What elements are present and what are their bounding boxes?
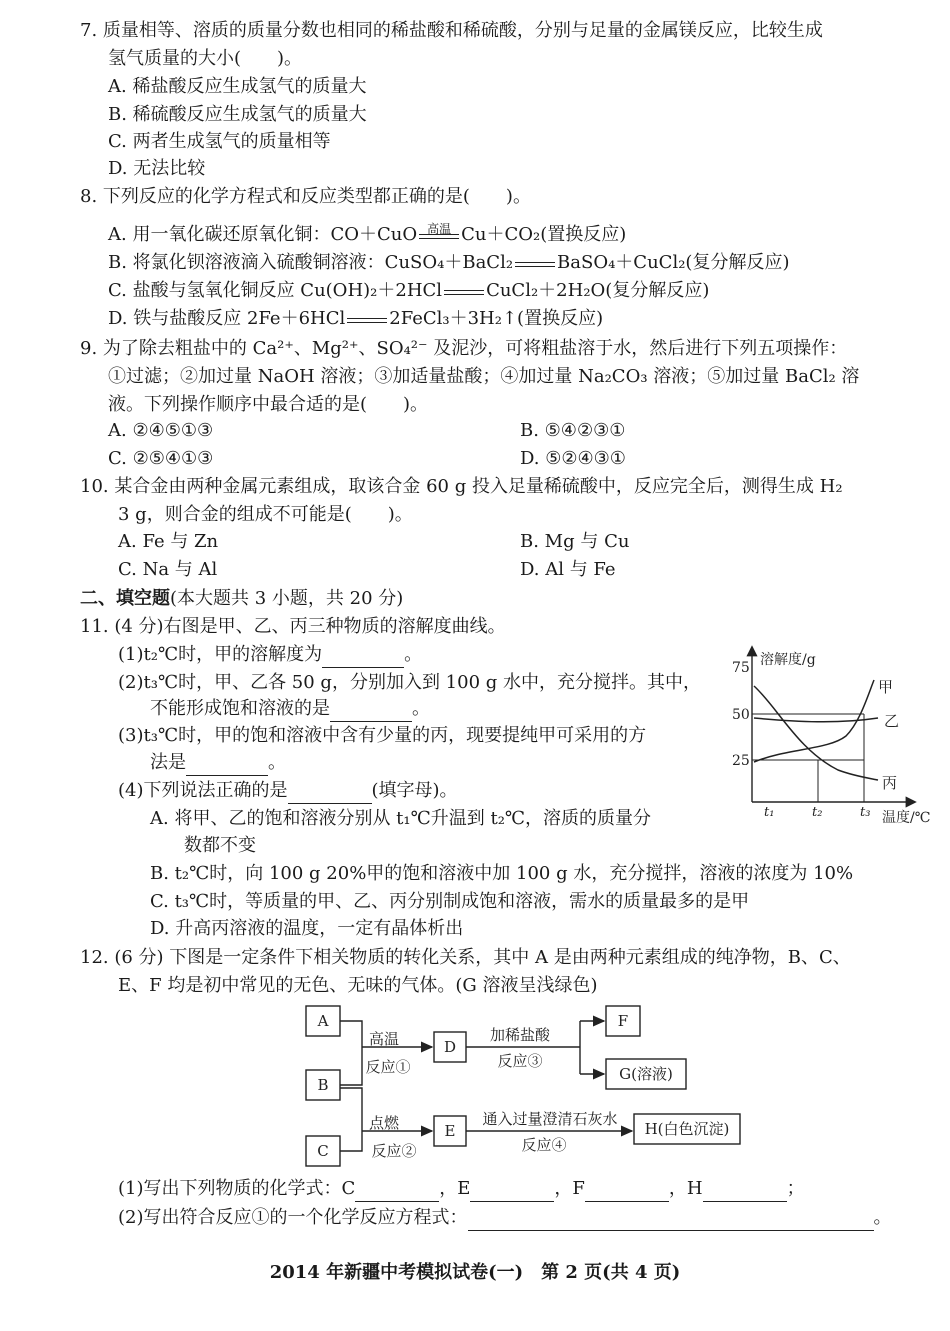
- q11-part1: [118, 642, 422, 668]
- q12-part1: [118, 1176, 805, 1202]
- label-g: G(溶液): [619, 1065, 673, 1083]
- q8-option-b: [108, 250, 789, 276]
- q11-p1-end: 。: [404, 644, 423, 665]
- q7-stem-cont: 氢气质量的大小( )。: [108, 48, 303, 69]
- transformation-diagram: [290, 998, 760, 1170]
- q12-part2: [118, 1205, 892, 1231]
- y-tick-50: 50: [732, 707, 750, 723]
- answer-blank-equation[interactable]: [468, 1210, 874, 1231]
- q9-option-c: C. ②⑤④①③: [108, 448, 214, 469]
- q11-stem: 11. (4 分)右图是甲、乙、丙三种物质的溶解度曲线。: [80, 616, 506, 637]
- x-tick-t3: t₃: [860, 805, 871, 820]
- condition-label: 高温: [427, 222, 452, 236]
- q12-p1-e: ，E: [439, 1178, 471, 1199]
- q9-option-a: A. ②④⑤①③: [108, 420, 214, 441]
- x-tick-t1: t₁: [764, 805, 775, 820]
- section-note: (本大题共 3 小题，共 20 分): [170, 588, 404, 609]
- q12-p1-h: ，H: [668, 1178, 703, 1199]
- series-label-bing: 丙: [882, 774, 898, 792]
- q11-part3-cont: [150, 750, 286, 776]
- label-a: A: [317, 1012, 329, 1030]
- label-e: E: [444, 1122, 456, 1140]
- q7-stem: 7. 质量相等、溶质的质量分数也相同的稀盐酸和稀硫酸，分别与足量的金属镁反应，比较生成: [80, 20, 823, 41]
- answer-blank[interactable]: [330, 701, 412, 722]
- q7-option-a: A. 稀盐酸反应生成氢气的质量大: [108, 76, 367, 97]
- q11-option-d: D. 升高丙溶液的温度，一定有晶体析出: [150, 918, 464, 939]
- q7-option-d: D. 无法比较: [108, 158, 206, 179]
- q10-option-b: B. Mg 与 Cu: [520, 531, 630, 552]
- double-line: [442, 278, 486, 304]
- q9-stem-cont: ①过滤；②加过量 NaOH 溶液；③加适量盐酸；④加过量 Na₂CO₃ 溶液；⑤加过量 BaCl₂ 溶: [108, 366, 860, 387]
- q8-d-left: D. 铁与盐酸反应 2Fe＋6HCl: [108, 308, 346, 329]
- q11-p4-end: (填字母)。: [371, 780, 458, 801]
- q10-stem-cont: 3 g，则合金的组成不可能是( )。: [118, 504, 413, 525]
- r4-name: 反应④: [521, 1136, 567, 1154]
- q12-p2-end: 。: [873, 1207, 892, 1228]
- page-footer: 2014 年新疆中考模拟试卷(一) 第 2 页(共 4 页): [269, 1262, 681, 1283]
- answer-blank-f[interactable]: [585, 1181, 669, 1202]
- x-axis-label: 温度/℃: [882, 810, 931, 826]
- r2-condition: 点燃: [368, 1114, 400, 1132]
- q9-option-d: D. ⑤②④③①: [520, 448, 626, 469]
- y-axis-label: 溶解度/g: [760, 652, 816, 668]
- section-heading: [80, 586, 403, 612]
- double-line: [513, 250, 557, 276]
- r3-condition: 加稀盐酸: [489, 1026, 551, 1044]
- section-title: 二、填空题: [80, 588, 170, 609]
- q8-b-right: BaSO₄＋CuCl₂(复分解反应): [557, 252, 790, 273]
- label-f: F: [617, 1012, 629, 1030]
- q10-option-d: D. Al 与 Fe: [520, 559, 616, 580]
- q11-p2-text: 不能形成饱和溶液的是: [150, 698, 330, 719]
- q12-stem-cont: E、F 均是初中常见的无色、无味的气体。(G 溶液呈浅绿色): [118, 975, 598, 996]
- r4-condition: 通入过量澄清石灰水: [482, 1110, 618, 1128]
- q11-part2: (2)t₃℃时，甲、乙各 50 g，分别加入到 100 g 水中，充分搅拌。其中，: [118, 672, 701, 693]
- q12-p2-text: (2)写出符合反应①的一个化学反应方程式：: [118, 1207, 468, 1228]
- q10-stem: 10. 某合金由两种金属元素组成，取该合金 60 g 投入足量稀硫酸中，反应完全后，测得生成 H₂: [80, 476, 843, 497]
- q10-option-c: C. Na 与 Al: [118, 559, 218, 580]
- curve-bing: [754, 686, 878, 780]
- q11-part3: (3)t₃℃时，甲的饱和溶液中含有少量的丙，现要提纯甲可采用的方: [118, 725, 647, 746]
- answer-blank[interactable]: [186, 755, 268, 776]
- q11-p1-text: (1)t₂℃时，甲的溶解度为: [118, 644, 323, 665]
- answer-blank[interactable]: [322, 647, 404, 668]
- q8-d-right: 2FeCl₃＋3H₂↑(置换反应): [389, 308, 604, 329]
- q12-p1-end: ；: [786, 1178, 805, 1199]
- x-tick-t2: t₂: [812, 805, 823, 820]
- r1-name: 反应①: [365, 1058, 411, 1076]
- answer-blank-e[interactable]: [470, 1181, 554, 1202]
- label-d: D: [443, 1038, 457, 1056]
- curve-yi: [754, 718, 878, 722]
- q9-option-b: B. ⑤④②③①: [520, 420, 626, 441]
- q11-part4: [118, 778, 458, 804]
- r2-name: 反应②: [371, 1142, 417, 1160]
- q8-a-left: A. 用一氧化碳还原氧化铜：CO＋CuO: [108, 224, 418, 245]
- answer-blank-h[interactable]: [703, 1181, 787, 1202]
- q8-c-right: CuCl₂＋2H₂O(复分解反应): [486, 280, 710, 301]
- label-c: C: [317, 1142, 329, 1160]
- r3-name: 反应③: [497, 1052, 543, 1070]
- q11-part2-cont: [150, 696, 430, 722]
- q11-p3-end: 。: [268, 752, 286, 773]
- q8-stem: 8. 下列反应的化学方程式和反应类型都正确的是( )。: [80, 186, 531, 207]
- q11-option-a-cont: 数都不变: [184, 835, 256, 856]
- q10-option-a: A. Fe 与 Zn: [118, 531, 219, 552]
- r1-condition: 高温: [368, 1030, 400, 1048]
- q9-stem: 9. 为了除去粗盐中的 Ca²⁺、Mg²⁺、SO₄²⁻ 及泥沙，可将粗盐溶于水，然后进行下列五项操作：: [80, 338, 848, 359]
- label-h: H(白色沉淀): [644, 1120, 730, 1138]
- q11-option-c: C. t₃℃时，等质量的甲、乙、丙分别制成饱和溶液，需水的质量最多的是甲: [150, 891, 750, 912]
- q11-option-b: B. t₂℃时，向 100 g 20%甲的饱和溶液中加 100 g 水，充分搅拌，溶液的浓度为 10%: [150, 863, 854, 884]
- q8-a-right: Cu＋CO₂(置换反应): [461, 224, 627, 245]
- series-label-yi: 乙: [884, 712, 900, 730]
- answer-blank[interactable]: [288, 783, 372, 804]
- series-label-jia: 甲: [878, 678, 894, 696]
- label-b: B: [317, 1076, 329, 1094]
- y-tick-75: 75: [732, 660, 750, 676]
- q7-option-c: C. 两者生成氢气的质量相等: [108, 131, 331, 152]
- q8-c-left: C. 盐酸与氢氧化铜反应 Cu(OH)₂＋2HCl: [108, 280, 443, 301]
- q12-stem: 12. (6 分) 下图是一定条件下相关物质的转化关系，其中 A 是由两种元素组成的纯净物，B、C、: [80, 947, 851, 968]
- q7-option-b: B. 稀硫酸反应生成氢气的质量大: [108, 104, 367, 125]
- q11-p4-text: (4)下列说法正确的是: [118, 780, 288, 801]
- y-tick-25: 25: [732, 753, 750, 769]
- q8-b-left: B. 将氯化钡溶液滴入硫酸铜溶液：CuSO₄＋BaCl₂: [108, 252, 514, 273]
- double-line: [345, 306, 389, 332]
- q12-p1-f: ，F: [554, 1178, 585, 1199]
- q11-p3-text: 法是: [150, 752, 186, 773]
- solubility-chart: [728, 640, 938, 830]
- q9-stem-cont2: 液。下列操作顺序中最合适的是( )。: [108, 394, 429, 415]
- double-line-condition: [417, 222, 461, 248]
- q8-option-c: [108, 278, 709, 304]
- q8-option-d: [108, 306, 603, 332]
- q8-option-a: [108, 222, 626, 248]
- q12-p1-c: (1)写出下列物质的化学式：C: [118, 1178, 356, 1199]
- answer-blank-c[interactable]: [355, 1181, 439, 1202]
- q11-p2-end: 。: [412, 698, 430, 719]
- q11-option-a: A. 将甲、乙的饱和溶液分别从 t₁℃升温到 t₂℃，溶质的质量分: [150, 808, 652, 829]
